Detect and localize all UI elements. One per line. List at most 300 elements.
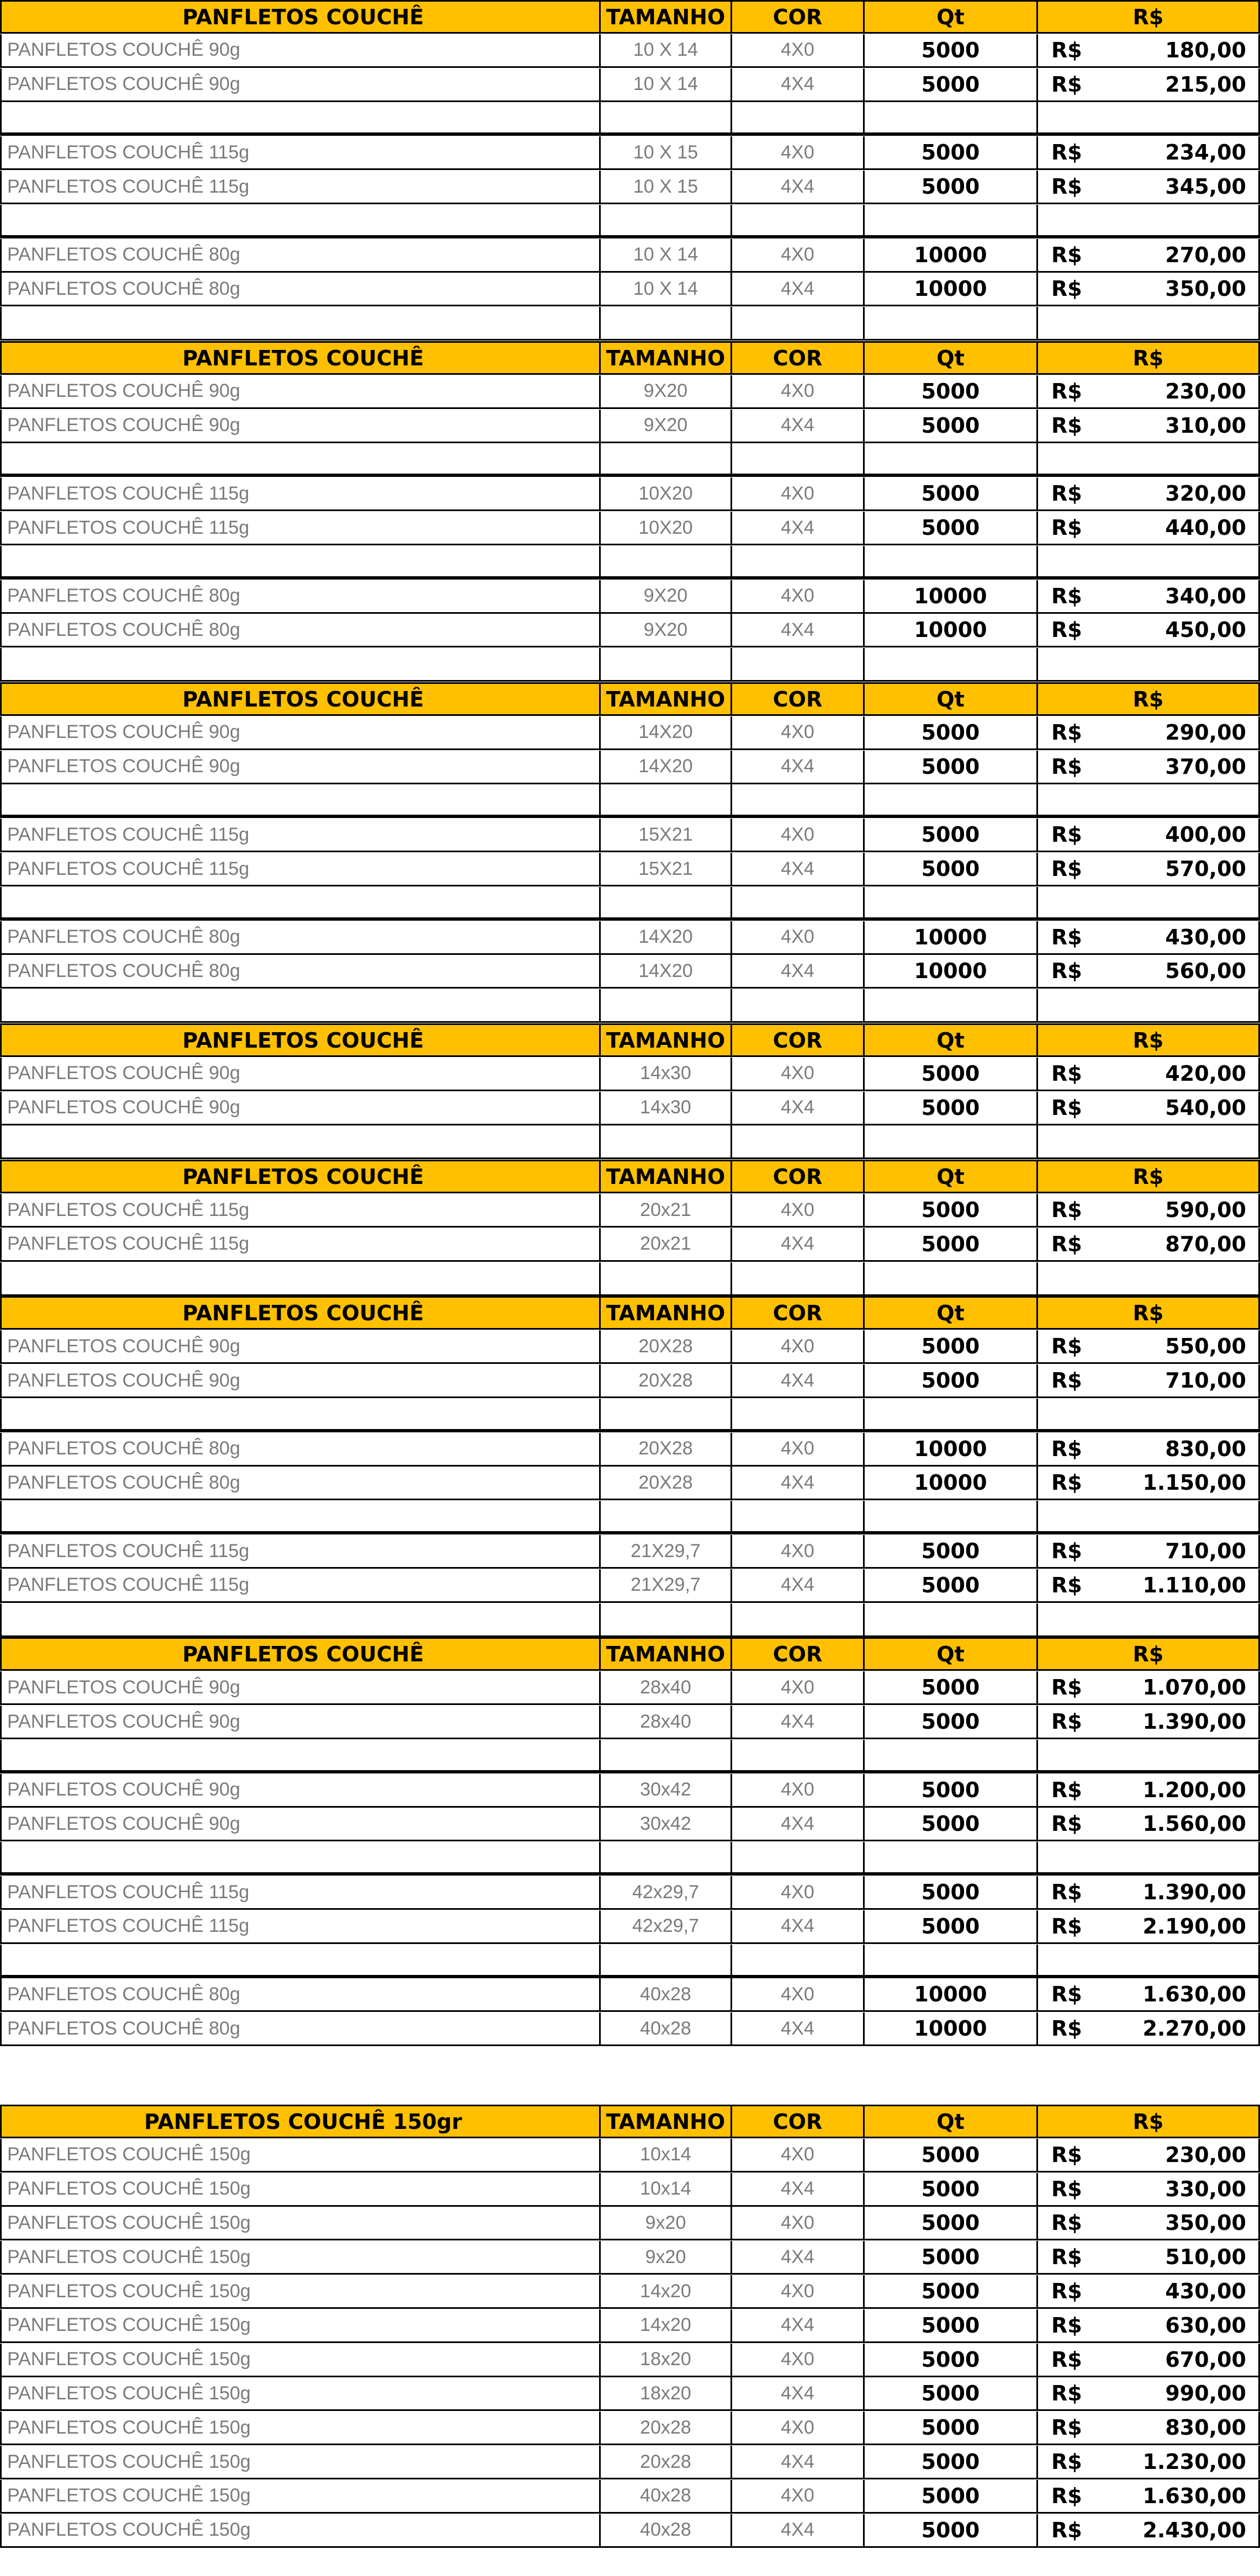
- empty-cell: [1038, 1399, 1260, 1432]
- table-row: [0, 171, 1260, 204]
- header-description: PANFLETOS COUCHÊ: [0, 1160, 601, 1193]
- product-color: 4X0: [732, 1330, 865, 1364]
- price-value: 540,00: [1165, 1095, 1246, 1120]
- product-price: [1038, 1978, 1260, 2012]
- spacer-row: [0, 1945, 1260, 1978]
- empty-cell: [601, 784, 732, 818]
- product-size: 10 X 14: [601, 34, 732, 68]
- table-row: [0, 2514, 1260, 2548]
- currency-symbol: R$: [1051, 242, 1082, 267]
- product-color: 4X4: [732, 68, 865, 102]
- currency-symbol: R$: [1051, 72, 1082, 97]
- table-row: [0, 1228, 1260, 1262]
- price-value: 1.390,00: [1142, 1880, 1246, 1904]
- product-quantity: 5000: [865, 171, 1038, 204]
- product-color: 4X4: [732, 1092, 865, 1125]
- price-value: 400,00: [1165, 822, 1246, 847]
- spacer-row: [0, 887, 1260, 921]
- product-quantity: 5000: [865, 2480, 1038, 2514]
- product-quantity: 10000: [865, 614, 1038, 647]
- product-quantity: 5000: [865, 1092, 1038, 1125]
- table-row: [0, 1910, 1260, 1944]
- product-price: [1038, 1774, 1260, 1808]
- table-row: [0, 751, 1260, 784]
- product-price: [1038, 853, 1260, 886]
- table-row: [0, 2275, 1260, 2309]
- table-header-row: [0, 1023, 1260, 1057]
- empty-cell: [0, 887, 601, 921]
- empty-cell: [865, 1945, 1038, 1978]
- price-value: 2.430,00: [1142, 2517, 1246, 2542]
- product-description: PANFLETOS COUCHÊ 115g: [0, 853, 601, 886]
- product-price: [1038, 580, 1260, 614]
- table-row: [0, 375, 1260, 409]
- table-header-row: [0, 1637, 1260, 1671]
- currency-symbol: R$: [1051, 754, 1082, 779]
- product-quantity: 5000: [865, 68, 1038, 102]
- product-quantity: 5000: [865, 853, 1038, 886]
- product-color: 4X4: [732, 2446, 865, 2479]
- currency-symbol: R$: [1051, 1675, 1082, 1700]
- product-quantity: 5000: [865, 1808, 1038, 1841]
- product-color: 4X4: [732, 1364, 865, 1398]
- product-color: 4X4: [732, 1569, 865, 1603]
- price-value: 1.150,00: [1142, 1470, 1246, 1495]
- header-size: TAMANHO: [601, 682, 732, 716]
- product-color: 4X0: [732, 1433, 865, 1467]
- product-description: PANFLETOS COUCHÊ 115g: [0, 512, 601, 545]
- currency-symbol: R$: [1051, 1880, 1082, 1904]
- product-color: 4X0: [732, 1774, 865, 1808]
- spacer-row: [0, 989, 1260, 1023]
- empty-cell: [865, 307, 1038, 341]
- product-price: [1038, 751, 1260, 784]
- empty-cell: [601, 1740, 732, 1773]
- spacer-row: [0, 307, 1260, 341]
- empty-cell: [601, 307, 732, 341]
- product-quantity: 5000: [865, 1228, 1038, 1262]
- spacer-row: [0, 205, 1260, 238]
- product-description: PANFLETOS COUCHÊ 115g: [0, 477, 601, 511]
- empty-cell: [865, 648, 1038, 682]
- empty-cell: [732, 784, 865, 818]
- product-color: 4X0: [732, 1876, 865, 1910]
- product-color: 4X4: [732, 2241, 865, 2275]
- empty-cell: [732, 989, 865, 1023]
- product-description: PANFLETOS COUCHÊ 80g: [0, 239, 601, 273]
- currency-symbol: R$: [1051, 1231, 1082, 1256]
- product-size: 20X28: [601, 1364, 732, 1398]
- table-header-row: [0, 1296, 1260, 1330]
- empty-cell: [601, 1125, 732, 1159]
- header-size: TAMANHO: [601, 1160, 732, 1193]
- currency-symbol: R$: [1051, 1368, 1082, 1393]
- product-description: PANFLETOS COUCHÊ 80g: [0, 955, 601, 989]
- product-quantity: 5000: [865, 2241, 1038, 2275]
- empty-cell: [865, 1501, 1038, 1534]
- product-description: PANFLETOS COUCHÊ 150g: [0, 2139, 601, 2173]
- product-size: 20X28: [601, 1433, 732, 1467]
- spacer-row: [0, 1125, 1260, 1159]
- product-price: [1038, 1194, 1260, 1228]
- table-row: [0, 1671, 1260, 1705]
- product-color: 4X4: [732, 2514, 865, 2548]
- table-row: [0, 1433, 1260, 1467]
- currency-symbol: R$: [1051, 2279, 1082, 2304]
- product-quantity: 5000: [865, 2377, 1038, 2411]
- product-size: 28x40: [601, 1706, 732, 1739]
- empty-cell: [0, 1842, 601, 1876]
- product-color: 4X4: [732, 955, 865, 989]
- product-price: [1038, 1808, 1260, 1841]
- product-color: 4X4: [732, 2377, 865, 2411]
- product-color: 4X4: [732, 1706, 865, 1739]
- header-price: R$: [1038, 1023, 1260, 1057]
- product-price: [1038, 2344, 1260, 2377]
- price-value: 230,00: [1165, 2142, 1246, 2167]
- product-description: PANFLETOS COUCHÊ 90g: [0, 1330, 601, 1364]
- product-color: 4X4: [732, 751, 865, 784]
- product-quantity: 5000: [865, 2412, 1038, 2445]
- currency-symbol: R$: [1051, 38, 1082, 62]
- empty-cell: [0, 1262, 601, 1296]
- empty-cell: [1038, 443, 1260, 477]
- product-size: 40x28: [601, 2480, 732, 2514]
- product-price: [1038, 1058, 1260, 1091]
- product-price: [1038, 1569, 1260, 1603]
- product-quantity: 5000: [865, 2446, 1038, 2479]
- header-description: PANFLETOS COUCHÊ: [0, 1637, 601, 1671]
- header-quantity: Qt: [865, 0, 1038, 34]
- currency-symbol: R$: [1051, 277, 1082, 301]
- empty-cell: [0, 205, 601, 238]
- empty-cell: [732, 1842, 865, 1876]
- empty-cell: [1038, 989, 1260, 1023]
- product-color: 4X4: [732, 171, 865, 204]
- product-description: PANFLETOS COUCHÊ 90g: [0, 1774, 601, 1808]
- price-value: 1.390,00: [1142, 1709, 1246, 1734]
- price-value: 670,00: [1165, 2347, 1246, 2372]
- product-quantity: 5000: [865, 1058, 1038, 1091]
- empty-cell: [1038, 307, 1260, 341]
- table-row: [0, 2309, 1260, 2343]
- product-description: PANFLETOS COUCHÊ 150g: [0, 2412, 601, 2445]
- product-quantity: 5000: [865, 716, 1038, 750]
- currency-symbol: R$: [1051, 1539, 1082, 1563]
- table-row: [0, 1092, 1260, 1125]
- product-size: 10 X 14: [601, 273, 732, 306]
- product-price: [1038, 2275, 1260, 2309]
- product-description: PANFLETOS COUCHÊ 115g: [0, 136, 601, 170]
- product-description: PANFLETOS COUCHÊ 115g: [0, 1535, 601, 1569]
- product-description: PANFLETOS COUCHÊ 90g: [0, 751, 601, 784]
- product-quantity: 5000: [865, 1569, 1038, 1603]
- product-size: 42x29,7: [601, 1910, 732, 1944]
- header-size: TAMANHO: [601, 2105, 732, 2138]
- table-row: [0, 1569, 1260, 1603]
- product-description: PANFLETOS COUCHÊ 90g: [0, 1092, 601, 1125]
- product-description: PANFLETOS COUCHÊ 115g: [0, 171, 601, 204]
- table-row: [0, 2446, 1260, 2479]
- product-description: PANFLETOS COUCHÊ 80g: [0, 580, 601, 614]
- table-row: [0, 1058, 1260, 1091]
- empty-cell: [601, 102, 732, 136]
- product-size: 10X20: [601, 477, 732, 511]
- table-row: [0, 2480, 1260, 2514]
- header-price: R$: [1038, 2105, 1260, 2138]
- price-value: 550,00: [1165, 1334, 1246, 1359]
- header-quantity: Qt: [865, 1296, 1038, 1330]
- product-price: [1038, 1228, 1260, 1262]
- empty-cell: [0, 307, 601, 341]
- table-row: [0, 68, 1260, 102]
- product-price: [1038, 136, 1260, 170]
- product-quantity: 5000: [865, 1774, 1038, 1808]
- product-price: [1038, 512, 1260, 545]
- currency-symbol: R$: [1051, 2142, 1082, 2167]
- table-row: [0, 2241, 1260, 2275]
- spacer-row: [0, 1842, 1260, 1876]
- product-color: 4X0: [732, 2480, 865, 2514]
- header-description: PANFLETOS COUCHÊ: [0, 1023, 601, 1057]
- empty-cell: [732, 887, 865, 921]
- product-color: 4X4: [732, 1228, 865, 1262]
- currency-symbol: R$: [1051, 2517, 1082, 2542]
- product-size: 42x29,7: [601, 1876, 732, 1910]
- table-row: [0, 614, 1260, 647]
- empty-cell: [0, 1125, 601, 1159]
- product-price: [1038, 2173, 1260, 2207]
- product-description: PANFLETOS COUCHÊ 150g: [0, 2241, 601, 2275]
- spacer-row: [0, 1603, 1260, 1637]
- product-size: 21X29,7: [601, 1569, 732, 1603]
- table-row: [0, 477, 1260, 511]
- empty-cell: [865, 1842, 1038, 1876]
- product-quantity: 10000: [865, 921, 1038, 955]
- product-price: [1038, 477, 1260, 511]
- product-description: PANFLETOS COUCHÊ 80g: [0, 1978, 601, 2012]
- table-row: [0, 2139, 1260, 2173]
- product-size: 20x21: [601, 1228, 732, 1262]
- price-value: 330,00: [1165, 2176, 1246, 2201]
- product-quantity: 10000: [865, 239, 1038, 273]
- empty-cell: [0, 546, 601, 580]
- product-color: 4X4: [732, 1467, 865, 1500]
- product-size: 14x20: [601, 2309, 732, 2343]
- header-price: R$: [1038, 1637, 1260, 1671]
- currency-symbol: R$: [1051, 1914, 1082, 1938]
- table-row: [0, 955, 1260, 989]
- table-row: [0, 921, 1260, 955]
- price-value: 215,00: [1165, 72, 1246, 97]
- product-price: [1038, 1092, 1260, 1125]
- product-size: 14x30: [601, 1058, 732, 1091]
- product-price: [1038, 1535, 1260, 1569]
- empty-cell: [0, 102, 601, 136]
- product-size: 28x40: [601, 1671, 732, 1705]
- product-color: 4X4: [732, 410, 865, 443]
- product-size: 21X29,7: [601, 1535, 732, 1569]
- currency-symbol: R$: [1051, 1573, 1082, 1597]
- product-quantity: 5000: [865, 2173, 1038, 2207]
- product-price: [1038, 1876, 1260, 1910]
- product-quantity: 5000: [865, 1330, 1038, 1364]
- empty-cell: [865, 989, 1038, 1023]
- product-size: 9X20: [601, 614, 732, 647]
- product-description: PANFLETOS COUCHÊ 90g: [0, 375, 601, 409]
- product-quantity: 5000: [865, 410, 1038, 443]
- currency-symbol: R$: [1051, 1982, 1082, 2007]
- price-value: 340,00: [1165, 583, 1246, 608]
- currency-symbol: R$: [1051, 1334, 1082, 1359]
- header-description: PANFLETOS COUCHÊ: [0, 682, 601, 716]
- currency-symbol: R$: [1051, 2381, 1082, 2406]
- product-description: PANFLETOS COUCHÊ 115g: [0, 819, 601, 852]
- product-price: [1038, 239, 1260, 273]
- header-quantity: Qt: [865, 682, 1038, 716]
- spacer-row: [0, 546, 1260, 580]
- product-price: [1038, 171, 1260, 204]
- product-description: PANFLETOS COUCHÊ 150g: [0, 2446, 601, 2479]
- product-description: PANFLETOS COUCHÊ 115g: [0, 1569, 601, 1603]
- empty-cell: [1038, 1842, 1260, 1876]
- product-quantity: 10000: [865, 273, 1038, 306]
- product-quantity: 5000: [865, 34, 1038, 68]
- empty-cell: [732, 546, 865, 580]
- table-row: [0, 1978, 1260, 2012]
- price-value: 830,00: [1165, 2415, 1246, 2440]
- product-color: 4X0: [732, 239, 865, 273]
- table-row: [0, 580, 1260, 614]
- empty-cell: [732, 205, 865, 238]
- product-description: PANFLETOS COUCHÊ 150g: [0, 2173, 601, 2207]
- product-description: PANFLETOS COUCHÊ 115g: [0, 1910, 601, 1944]
- table-row: [0, 853, 1260, 886]
- price-value: 710,00: [1165, 1368, 1246, 1393]
- table-row: [0, 1808, 1260, 1841]
- product-quantity: 5000: [865, 2309, 1038, 2343]
- product-description: PANFLETOS COUCHÊ 90g: [0, 716, 601, 750]
- product-quantity: 5000: [865, 1194, 1038, 1228]
- header-description: PANFLETOS COUCHÊ: [0, 1296, 601, 1330]
- header-color: COR: [732, 1023, 865, 1057]
- price-value: 420,00: [1165, 1061, 1246, 1086]
- product-color: 4X4: [732, 2173, 865, 2207]
- price-value: 2.270,00: [1142, 2016, 1246, 2041]
- product-description: PANFLETOS COUCHÊ 80g: [0, 2012, 601, 2046]
- price-value: 230,00: [1165, 379, 1246, 403]
- currency-symbol: R$: [1051, 2415, 1082, 2440]
- price-value: 270,00: [1165, 242, 1246, 267]
- product-price: [1038, 2207, 1260, 2240]
- product-color: 4X4: [732, 2309, 865, 2343]
- empty-cell: [1038, 784, 1260, 818]
- product-quantity: 5000: [865, 2275, 1038, 2309]
- product-quantity: 10000: [865, 1467, 1038, 1500]
- price-value: 1.070,00: [1142, 1675, 1246, 1700]
- product-description: PANFLETOS COUCHÊ 115g: [0, 1876, 601, 1910]
- product-description: PANFLETOS COUCHÊ 150g: [0, 2480, 601, 2514]
- product-description: PANFLETOS COUCHÊ 115g: [0, 1228, 601, 1262]
- product-color: 4X4: [732, 1910, 865, 1944]
- spacer-row: [0, 784, 1260, 818]
- price-value: 1.630,00: [1142, 1982, 1246, 2007]
- empty-cell: [601, 546, 732, 580]
- product-size: 30x42: [601, 1774, 732, 1808]
- currency-symbol: R$: [1051, 857, 1082, 881]
- product-size: 40x28: [601, 2012, 732, 2046]
- product-size: 9X20: [601, 410, 732, 443]
- empty-cell: [865, 1399, 1038, 1432]
- currency-symbol: R$: [1051, 481, 1082, 506]
- empty-cell: [865, 1262, 1038, 1296]
- empty-cell: [865, 102, 1038, 136]
- product-description: PANFLETOS COUCHÊ 90g: [0, 34, 601, 68]
- currency-symbol: R$: [1051, 1812, 1082, 1836]
- product-description: PANFLETOS COUCHÊ 150g: [0, 2309, 601, 2343]
- empty-cell: [601, 1603, 732, 1637]
- spacer-row: [0, 1740, 1260, 1773]
- product-quantity: 5000: [865, 1671, 1038, 1705]
- price-value: 440,00: [1165, 516, 1246, 540]
- product-size: 10x14: [601, 2139, 732, 2173]
- product-color: 4X0: [732, 34, 865, 68]
- product-price: [1038, 375, 1260, 409]
- empty-cell: [1038, 648, 1260, 682]
- product-size: 10X20: [601, 512, 732, 545]
- price-value: 830,00: [1165, 1436, 1246, 1461]
- currency-symbol: R$: [1051, 2016, 1082, 2041]
- product-color: 4X0: [732, 136, 865, 170]
- product-price: [1038, 2139, 1260, 2173]
- product-quantity: 10000: [865, 1433, 1038, 1467]
- empty-cell: [865, 887, 1038, 921]
- product-color: 4X0: [732, 2275, 865, 2309]
- product-color: 4X0: [732, 2139, 865, 2173]
- table-row: [0, 1535, 1260, 1569]
- product-color: 4X4: [732, 273, 865, 306]
- table-header-row: [0, 682, 1260, 716]
- empty-cell: [732, 1125, 865, 1159]
- price-value: 350,00: [1165, 2211, 1246, 2235]
- product-price: [1038, 819, 1260, 852]
- product-size: 10 X 14: [601, 68, 732, 102]
- empty-cell: [732, 1740, 865, 1773]
- product-color: 4X0: [732, 2412, 865, 2445]
- empty-cell: [0, 1945, 601, 1978]
- product-quantity: 5000: [865, 1706, 1038, 1739]
- product-description: PANFLETOS COUCHÊ 90g: [0, 410, 601, 443]
- price-value: 1.560,00: [1142, 1812, 1246, 1836]
- empty-cell: [732, 1945, 865, 1978]
- product-color: 4X0: [732, 1671, 865, 1705]
- empty-cell: [865, 1125, 1038, 1159]
- product-size: 20x28: [601, 2412, 732, 2445]
- product-quantity: 10000: [865, 580, 1038, 614]
- table-row: [0, 34, 1260, 68]
- header-size: TAMANHO: [601, 341, 732, 375]
- product-price: [1038, 1364, 1260, 1398]
- table-row: [0, 819, 1260, 852]
- header-size: TAMANHO: [601, 1023, 732, 1057]
- table-row: [0, 716, 1260, 750]
- price-value: 1.630,00: [1142, 2483, 1246, 2508]
- product-color: 4X4: [732, 853, 865, 886]
- empty-cell: [0, 1399, 601, 1432]
- table-row: [0, 410, 1260, 443]
- product-description: PANFLETOS COUCHÊ 80g: [0, 921, 601, 955]
- empty-cell: [1038, 1501, 1260, 1534]
